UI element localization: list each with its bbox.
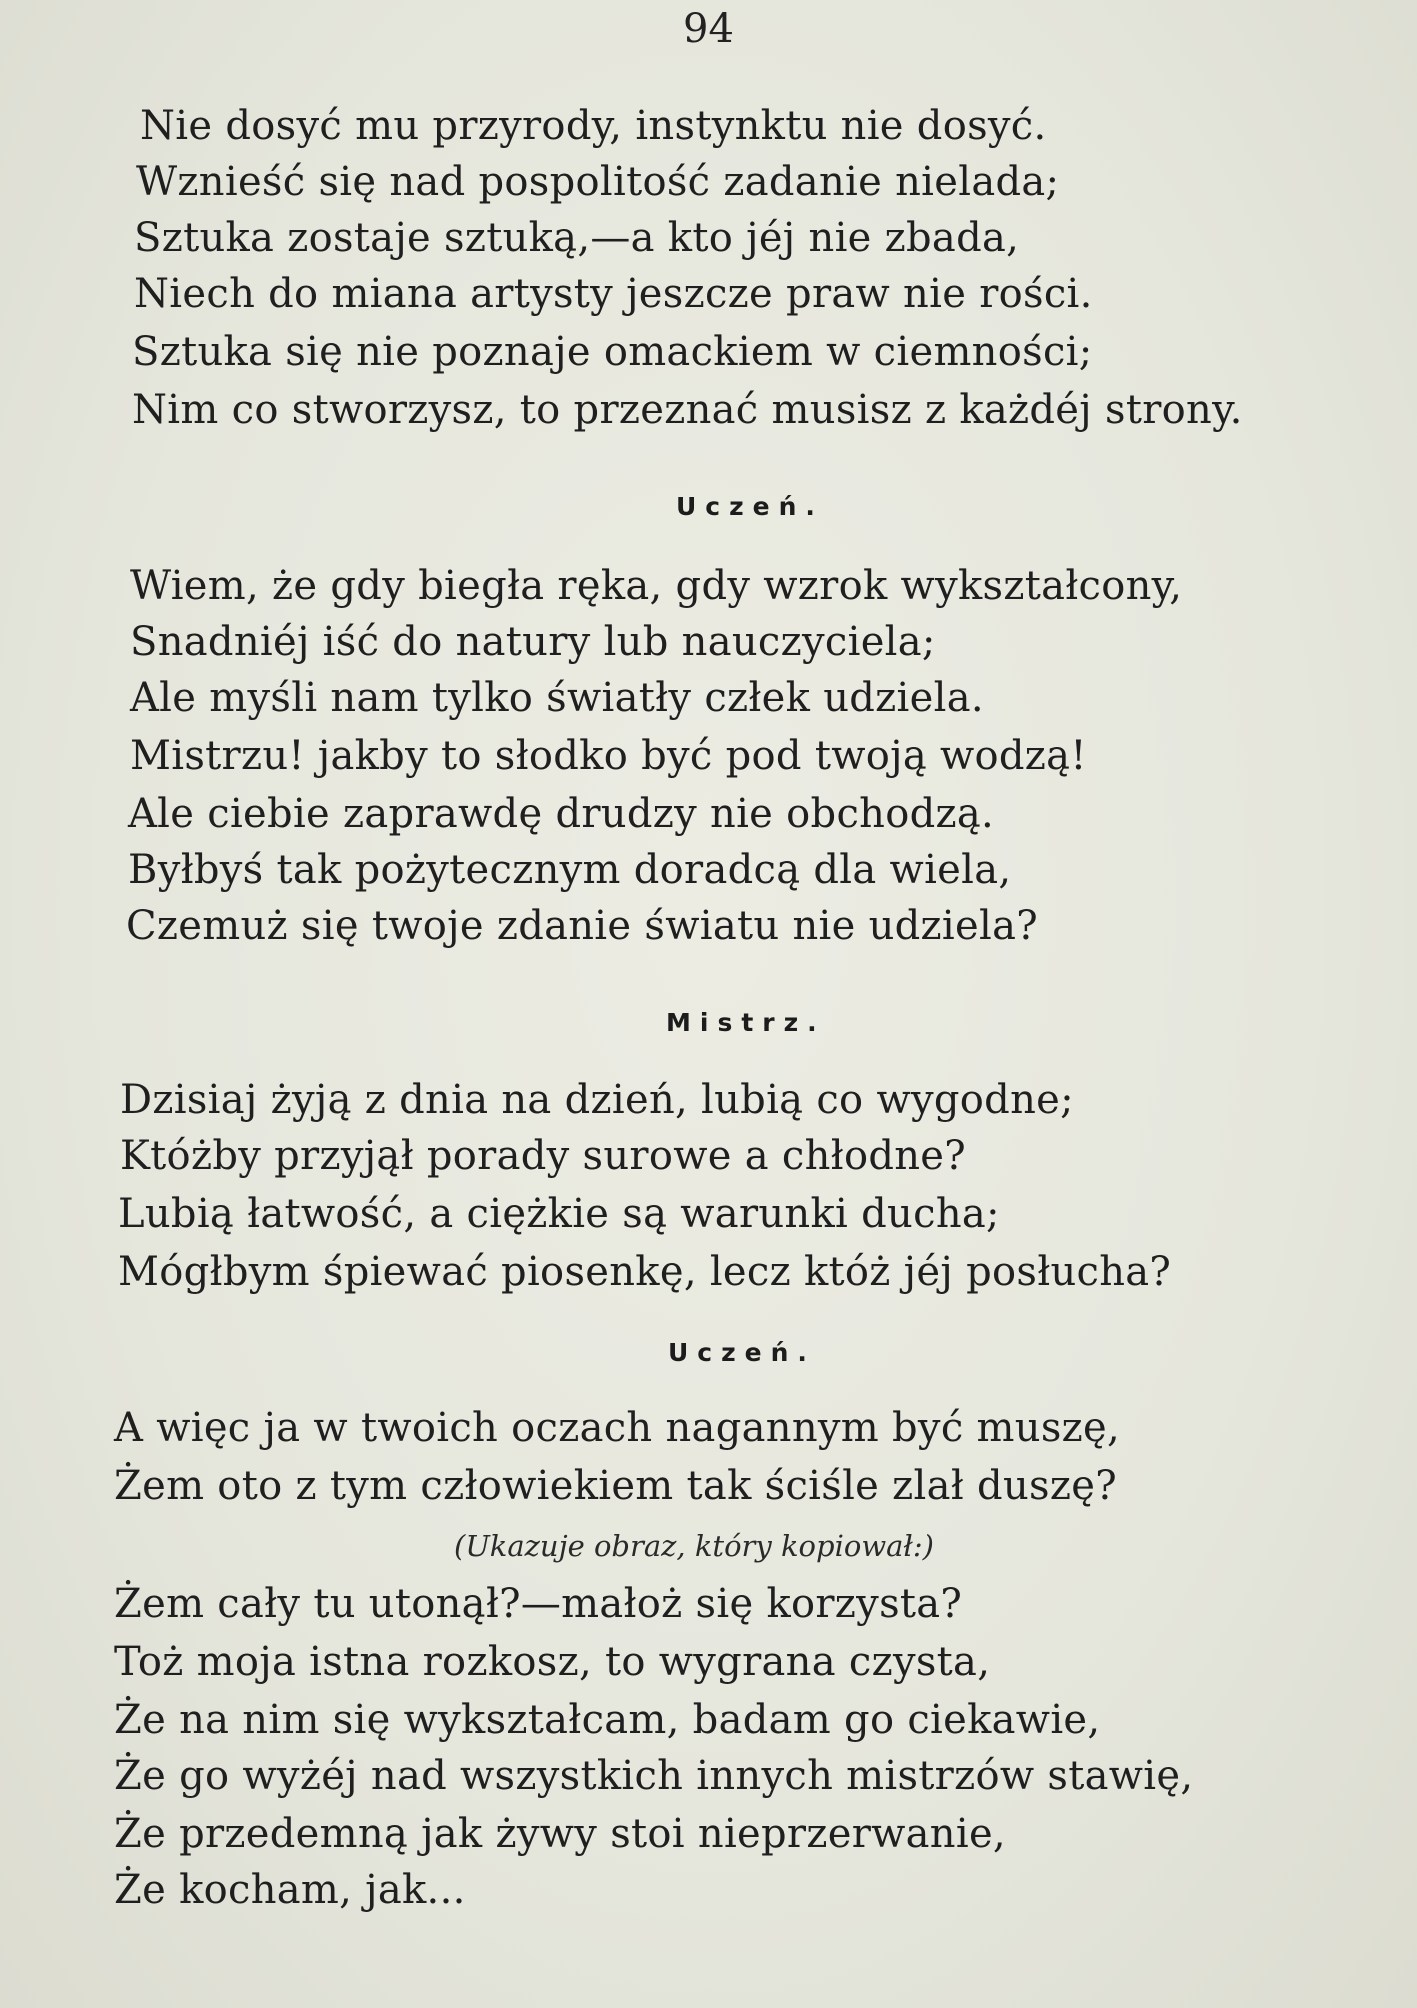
verse-line: Któżby przyjął porady surowe a chłodne? bbox=[120, 1133, 967, 1179]
verse-line: Lubią łatwość, a ciężkie są warunki ducha; bbox=[118, 1191, 1000, 1237]
verse-line: Wznieść się nad pospolitość zadanie nielada; bbox=[136, 159, 1060, 205]
verse-line: Że kocham, jak... bbox=[114, 1867, 466, 1913]
verse-line: Czemuż się twoje zdanie światu nie udziela? bbox=[126, 903, 1038, 949]
verse-line: Nim co stworzysz, to przeznać musisz z każdéj strony. bbox=[132, 387, 1243, 433]
verse-line: Nie dosyć mu przyrody, instynktu nie dosyć. bbox=[140, 103, 1047, 149]
verse-line: Sztuka zostaje sztuką,—a kto jéj nie zbada, bbox=[134, 215, 1020, 261]
speaker-name: Uczeń. bbox=[668, 1338, 816, 1367]
verse-line: Ale ciebie zaprawdę drudzy nie obchodzą. bbox=[128, 791, 995, 837]
speaker-name: Mistrz. bbox=[666, 1008, 826, 1037]
page-number: 94 bbox=[683, 6, 734, 52]
verse-line: Żem oto z tym człowiekiem tak ściśle zlał duszę? bbox=[114, 1463, 1117, 1509]
verse-line: Wiem, że gdy biegła ręka, gdy wzrok wykształcony, bbox=[130, 563, 1183, 609]
verse-line: Sztuka się nie poznaje omackiem w ciemności; bbox=[132, 329, 1093, 375]
verse-line: Byłbyś tak pożytecznym doradcą dla wiela, bbox=[128, 847, 1012, 893]
verse-line: Snadniéj iść do natury lub nauczyciela; bbox=[130, 619, 936, 665]
verse-line: Że na nim się wykształcam, badam go ciekawie, bbox=[114, 1697, 1101, 1743]
verse-line: Mistrzu! jakby to słodko być pod twoją wodzą! bbox=[130, 733, 1087, 779]
verse-line: Toż moja istna rozkosz, to wygrana czysta, bbox=[114, 1639, 991, 1685]
speaker-name: Uczeń. bbox=[676, 492, 824, 521]
verse-line: A więc ja w twoich oczach nagannym być muszę, bbox=[114, 1405, 1121, 1451]
verse-line: Niech do miana artysty jeszcze praw nie rości. bbox=[134, 271, 1093, 317]
verse-line: Ale myśli nam tylko światły człek udziela. bbox=[130, 675, 984, 721]
verse-line: Mógłbym śpiewać piosenkę, lecz któż jéj posłucha? bbox=[118, 1249, 1172, 1295]
stage-direction: (Ukazuje obraz, który kopiował:) bbox=[454, 1529, 934, 1563]
verse-line: Dzisiaj żyją z dnia na dzień, lubią co wygodne; bbox=[120, 1077, 1074, 1123]
verse-line: Że go wyżéj nad wszystkich innych mistrzów stawię, bbox=[114, 1753, 1194, 1799]
verse-line: Że przedemną jak żywy stoi nieprzerwanie, bbox=[114, 1811, 1006, 1857]
verse-line: Żem cały tu utonął?—małoż się korzysta? bbox=[114, 1581, 963, 1627]
